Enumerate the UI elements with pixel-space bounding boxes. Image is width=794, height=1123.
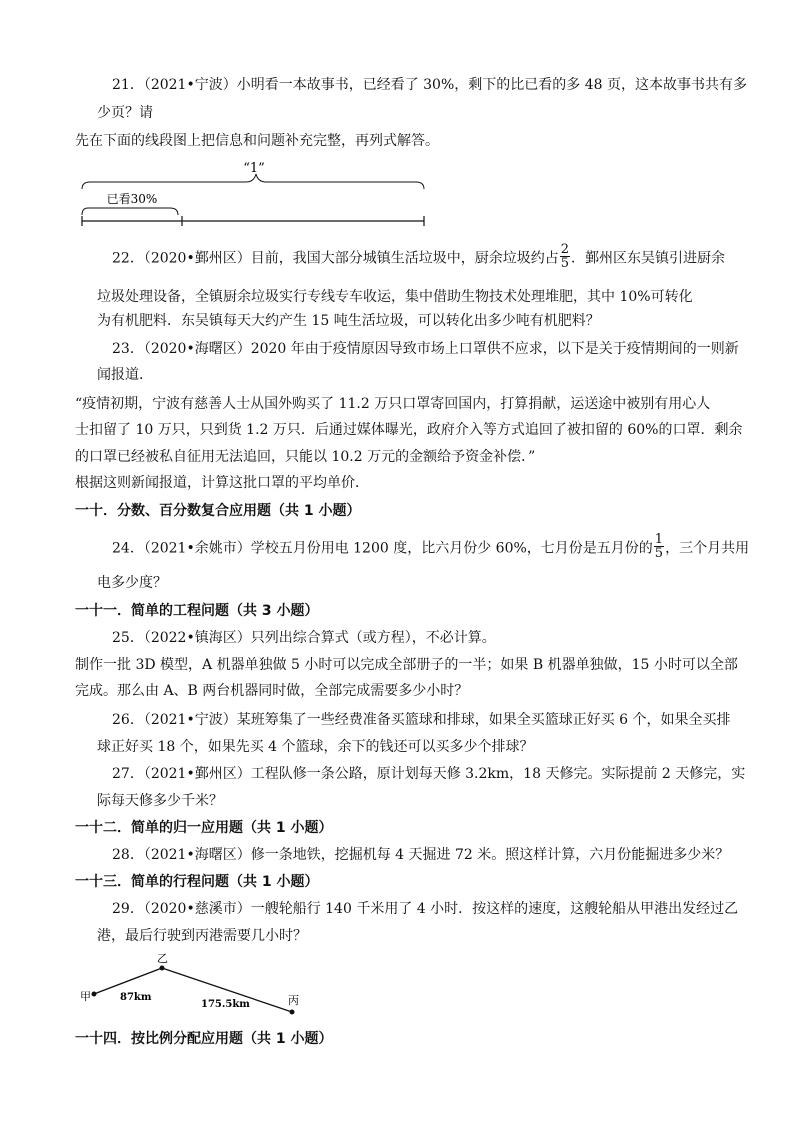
q24-line-2: 电多少度？ — [97, 575, 167, 591]
q26-line-2: 球正好买 18 个，如果先买 4 个篮球，余下的钱还可以买多少个排球？ — [97, 739, 534, 755]
q27-line-2: 际每天修多少千米？ — [97, 793, 223, 809]
section-heading-11: 一十一．简单的工程问题（共 3 小题） — [75, 603, 319, 619]
q25-line-2: 制作一批 3D 模型，A 机器单独做 5 小时可以完成全部册子的一半；如果 B 机器单独做，15 小时可以全部 — [75, 657, 738, 673]
q22-text-b: ．鄞州区东吴镇引进厨余 — [570, 250, 725, 267]
part-label: 已看30% — [106, 192, 158, 206]
q22-text-a: 22．（2020•鄞州区）目前，我国大部分城镇生活垃圾中，厨余垃圾约占 — [112, 250, 559, 267]
q22-line-3: 为有机肥料．东吴镇每天大约产生 15 吨生活垃圾，可以转化出多少吨有机肥料？ — [97, 313, 600, 329]
q24-line-1 — [112, 532, 750, 562]
port-c-label: 丙 — [288, 994, 299, 1007]
q22-fraction — [560, 243, 570, 270]
q29-route-map — [70, 952, 310, 1020]
q26-line-1: 26．（2021•宁波）某班筹集了一些经费准备买篮球和排球，如果全买篮球正好买 6 个，如果全买排 — [112, 712, 731, 728]
section-heading-12: 一十二．简单的归一应用题（共 1 小题） — [75, 820, 333, 836]
q23-line-1: 23．（2020•海曙区）2020 年由于疫情原因导致市场上口罩供不应求，以下是关于疫情期间的一则新 — [112, 341, 739, 357]
q29-line-1: 29．（2020•慈溪市）一艘轮船行 140 千米用了 4 小时．按这样的速度，这艘轮船从甲港出发经过乙 — [112, 901, 739, 917]
q21-line-3: 先在下面的线段图上把信息和问题补充完整，再列式解答。 — [75, 133, 439, 149]
port-b-label: 乙 — [157, 952, 168, 965]
q25-line-3: 完成。那么由 A、B 两台机器同时做，全部完成需要多少小时？ — [75, 683, 469, 699]
q24-text-b: ，三个月共用 — [665, 540, 750, 557]
frac-numerator: 2 — [560, 242, 569, 257]
q24-fraction — [654, 533, 664, 560]
port-a-label: 甲 — [80, 990, 91, 1003]
q23-line-6: 根据这则新闻报道，计算这批口罩的平均单价． — [75, 475, 369, 491]
distance-bc-label: 175.5km — [201, 999, 250, 1010]
q21-line-2: 少页？请 — [97, 105, 153, 121]
q22-line-2: 垃圾处理设备，全镇厨余垃圾实行专线专车收运，集中借助生物技术处理堆肥，其中 10%可转化 — [97, 289, 693, 305]
q23-line-3: “疫情初期，宁波有慈善人士从国外购买了 11.2 万只口罩寄回国内，打算捐献，运送途中被别有用心人 — [75, 396, 711, 412]
section-heading-13: 一十三．简单的行程问题（共 1 小题） — [75, 874, 319, 890]
whole-label: “1” — [243, 161, 265, 176]
q21-line-segment-diagram — [70, 155, 440, 235]
section-heading-14: 一十四．按比例分配应用题（共 1 小题） — [75, 1031, 333, 1047]
q21-line-1: 21．（2021•宁波）小明看一本故事书，已经看了 30%，剩下的比已看的多 48 页，这本故事书共有多 — [112, 77, 747, 93]
frac-denominator: 5 — [654, 546, 664, 561]
section-heading-10: 一十．分数、百分数复合应用题（共 1 小题） — [75, 503, 361, 519]
frac-denominator: 5 — [560, 256, 569, 271]
q23-line-5: 的口罩已经被私自征用无法追回，只能以 10.2 万元的金额给予资金补偿．” — [75, 449, 536, 465]
q28-line-1: 28．（2021•海曙区）修一条地铁，挖掘机每 4 天掘进 72 米。照这样计算，六月份能掘进多少米？ — [112, 847, 730, 863]
frac-numerator: 1 — [654, 532, 664, 547]
q22-line-1 — [112, 242, 725, 272]
q23-line-4: 士扣留了 10 万只，只到货 1.2 万只．后通过媒体曝光，政府介入等方式追回了被扣留的 60%的口罩．剩余 — [75, 422, 743, 438]
q23-line-2: 闻报道． — [97, 367, 153, 383]
distance-ab-label: 87km — [120, 992, 152, 1003]
q25-line-1: 25．（2022•镇海区）只列出综合算式（或方程），不必计算。 — [112, 630, 496, 646]
q27-line-1: 27．（2021•鄞州区）工程队修一条公路，原计划每天修 3.2km，18 天修完。实际提前 2 天修完，实 — [112, 766, 746, 782]
q29-line-2: 港，最后行驶到丙港需要几小时？ — [97, 928, 307, 944]
q24-text-a: 24．（2021•余姚市）学校五月份用电 1200 度，比六月份少 60%，七月份是五月份的 — [112, 540, 653, 557]
